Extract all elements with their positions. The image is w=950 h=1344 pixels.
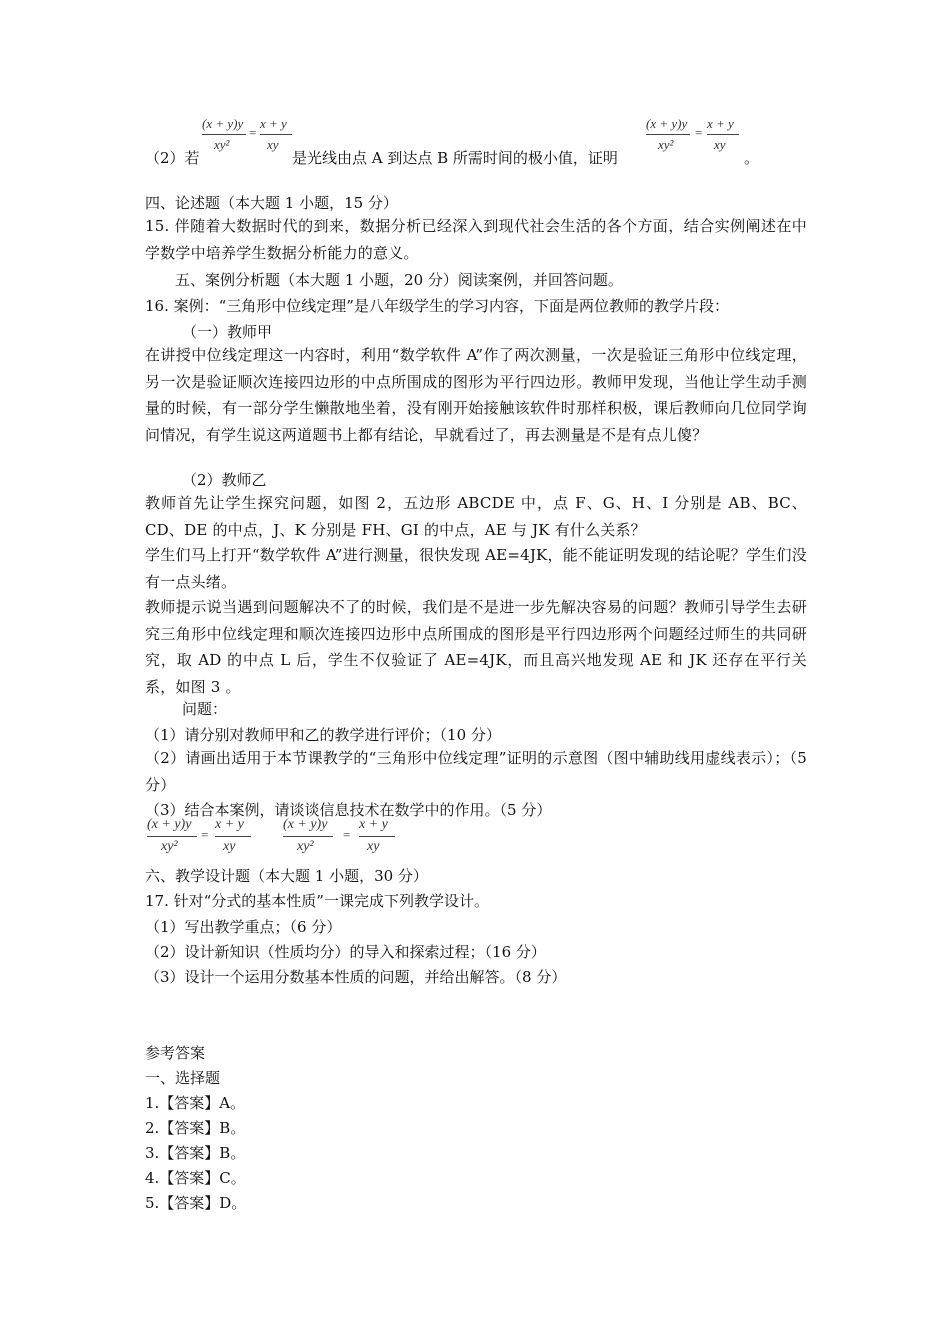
q16-part-3: （3）结合本案例，请谈谈信息技术在数学中的作用。（5 分） <box>145 801 552 819</box>
answer-item: 5.【答案】D。 <box>145 1194 247 1212</box>
fraction-formula-2: (x + y)y xy² = x + y xy <box>644 116 744 160</box>
teacher-a-text: 在讲授中位线定理这一内容时，利用“数学软件 A”作了两次测量，一次是验证三角形中位线定理，另一次是验证顺次连接四边形的中点所围成的图形为平行四边形。教师甲发现，当他让学生动手测量的时候，有一部分学生懒散地坐着，没有刚开始接触该软件时那样积极，课后教师向几位同学询问情况，有学生说这两道题书上都有结论，早就看过了，再去测量是不是有点儿傻？ <box>145 346 807 444</box>
fraction-formula-1: (x + y)y xy² = x + y xy <box>200 116 295 160</box>
q16-part-1: （1）请分别对教师甲和乙的教学进行评价；（10 分） <box>145 726 501 744</box>
answer-item: 1.【答案】A。 <box>145 1094 246 1112</box>
answer-item: 3.【答案】B。 <box>145 1144 246 1162</box>
q15-text: 15. 伴随着大数据时代的到来，数据分析已经深入到现代社会生活的各个方面，结合实例阐述在中学数学中培养学生数据分析能力的意义。 <box>145 217 807 262</box>
fraction-formula-3: (x + y)y xy² = x + y xy <box>145 817 255 861</box>
answers-subheading: 一、选择题 <box>145 1069 221 1087</box>
section6-heading: 六、教学设计题（本大题 1 小题，30 分） <box>145 867 428 885</box>
q16-intro: 16. 案例：“三角形中位线定理”是八年级学生的学习内容，下面是两位教师的教学片段： <box>145 297 729 315</box>
answer-item: 4.【答案】C。 <box>145 1169 246 1187</box>
q16-part-2: （2）请画出适用于本节课教学的“三角形中位线定理”证明的示意图（图中辅助线用虚线表示）；（5 分） <box>145 749 807 794</box>
q17-part-1: （1）写出教学重点；（6 分） <box>145 918 342 936</box>
teacher-b-paragraph-2: 学生们马上打开“数学软件 A”进行测量，很快发现 AE=4JK，能不能证明发现的结论呢？学生们没有一点头绪。 <box>145 546 807 591</box>
section5-heading: 五、案例分析题（本大题 1 小题，20 分）阅读案例，并回答问题。 <box>175 271 623 289</box>
teacher-b-label: （2）教师乙 <box>182 471 267 489</box>
q17-part-2: （2）设计新知识（性质均分）的导入和探索过程；（16 分） <box>145 943 546 961</box>
teacher-a-label: （一）教师甲 <box>182 323 273 341</box>
q17-text: 17. 针对“分式的基本性质”一课完成下列教学设计。 <box>145 892 489 910</box>
teacher-b-paragraph-1: 教师首先让学生探究问题，如图 2，五边形 ABCDE 中，点 F、G、H、I 分别是 AB、BC、CD、DE 的中点，J、K 分别是 FH、GI 的中点，AE 与 JK 有什么关系？ <box>145 494 807 539</box>
fraction-formula-4: (x + y)y xy² = x + y xy <box>281 817 401 861</box>
q14-prefix: （2）若 <box>145 149 200 167</box>
questions-label: 问题： <box>182 700 228 718</box>
answers-heading: 参考答案 <box>145 1044 206 1062</box>
teacher-b-paragraph-3: 教师提示说当遇到问题解决不了的时候，我们是不是进一步先解决容易的问题？教师引导学生去研究三角形中位线定理和顺次连接四边形中点所围成的图形是平行四边形两个问题经过师生的共同研究，取 AD 的中点 L 后，学生不仅验证了 AE=4JK，而且高兴地发现 AE 和 JK 还存在平行关系，如图 3 。 <box>145 598 807 696</box>
section4-heading: 四、论述题（本大题 1 小题，15 分） <box>145 194 398 212</box>
q14-suffix: 。 <box>744 149 760 167</box>
answer-item: 2.【答案】B。 <box>145 1119 246 1137</box>
q14-middle: 是光线由点 A 到达点 B 所需时间的极小值，证明 <box>292 149 618 167</box>
q17-part-3: （3）设计一个运用分数基本性质的问题，并给出解答。（8 分） <box>145 968 567 986</box>
